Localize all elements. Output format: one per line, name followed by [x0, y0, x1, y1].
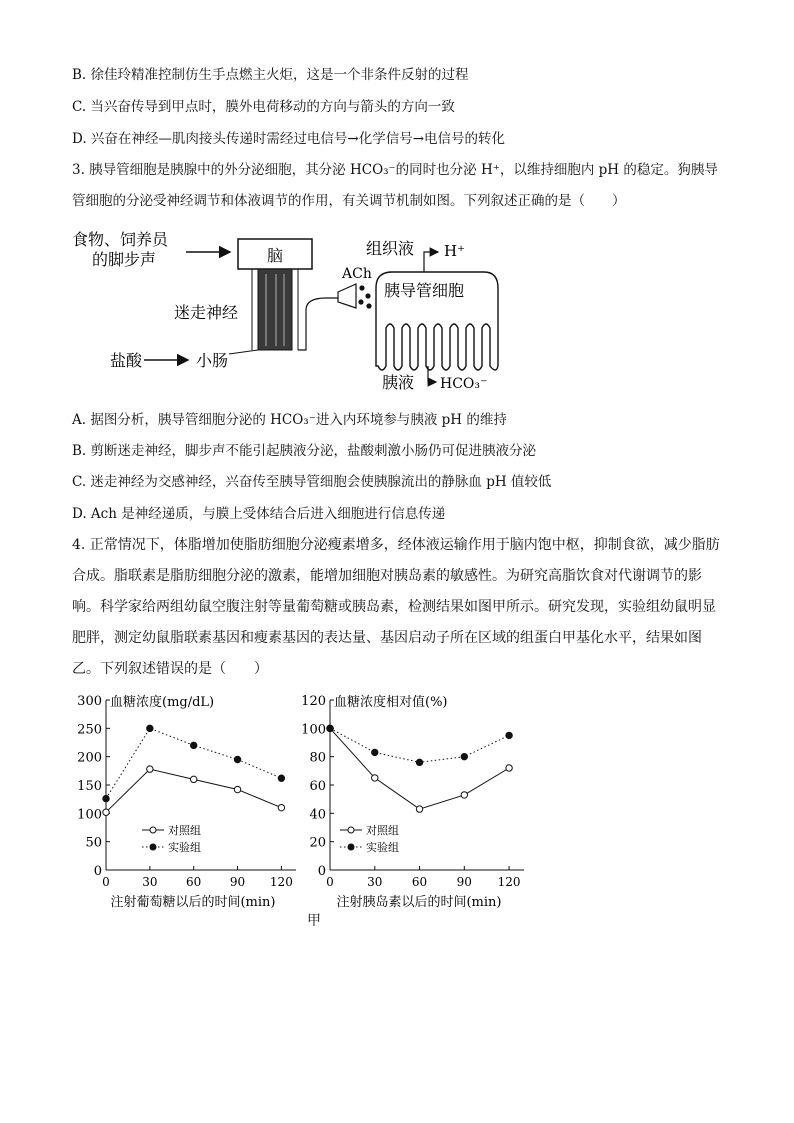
- acid-label: 盐酸: [110, 351, 143, 370]
- c2-series-1-point-1: [372, 749, 378, 755]
- stimulus-food-label: 食物、饲养员: [72, 230, 169, 249]
- c1-x-tick-label-3: 90: [229, 875, 246, 889]
- c2-x-tick-label-4: 120: [497, 875, 521, 889]
- question-3-stem-1: 3. 胰导管细胞是胰腺中的外分泌细胞，其分泌 HCO₃⁻的同时也分泌 H⁺，以维持细胞内 pH 的稳定。狗胰导: [72, 162, 718, 178]
- c1-x-tick-label-0: 0: [102, 875, 110, 889]
- c1-series-0-point-3: [234, 786, 240, 792]
- question-4-stem-4: 肥胖，测定幼鼠脂联素基因和瘦素基因的表达量、基因启动子所在区域的组蛋白甲基化水平，结果如图: [72, 630, 702, 646]
- vagus-label: 迷走神经: [174, 303, 239, 322]
- stimulus-food-label-2: 的脚步声: [92, 250, 157, 269]
- c1-y-tick-label-5: 250: [77, 722, 102, 738]
- c2-legend-marker-0: [348, 827, 354, 833]
- c1-series-1-point-1: [147, 725, 153, 731]
- c1-series-1-point-0: [103, 795, 109, 801]
- c1-legend-label-1: 实验组: [168, 841, 201, 854]
- c1-series-0-point-4: [278, 804, 284, 810]
- h-ion-arrow: [424, 252, 438, 272]
- c1-series-1-line: [106, 728, 281, 798]
- figure-caption: 甲: [307, 913, 321, 929]
- c2-x-tick-label-3: 90: [456, 875, 472, 889]
- pancreatic-juice-label: 胰液: [382, 373, 415, 392]
- c2-x-tick-label-1: 30: [367, 875, 383, 889]
- c1-x-tick-label-1: 30: [142, 875, 158, 889]
- c2-series-0-point-3: [461, 792, 467, 798]
- c1-series-0-point-1: [147, 766, 153, 772]
- c2-series-0-point-4: [506, 765, 512, 771]
- c1-y-tick-label-3: 150: [77, 779, 102, 794]
- c1-x-tick-label-2: 60: [186, 875, 202, 889]
- option-3c-prev: C. 当兴奋传导到甲点时，膜外电荷移动的方向与箭头的方向一致: [72, 99, 455, 115]
- c2-series-0-line: [330, 728, 509, 809]
- c2-x-tick-label-0: 0: [326, 875, 334, 889]
- c1-series-0-line: [106, 769, 281, 812]
- c1-y-axis-label: 血糖浓度(mg/dL): [110, 695, 215, 710]
- c1-y-tick-label-1: 50: [85, 835, 102, 851]
- option-3d-prev: D. 兴奋在神经—肌肉接头传递时需经过电信号→化学信号→电信号的转化: [72, 131, 506, 147]
- c2-legend-marker-1: [348, 844, 354, 850]
- c1-y-tick-label-0: 0: [93, 864, 102, 879]
- c1-y-tick-label-2: 100: [77, 807, 102, 823]
- nerve-terminal: [338, 284, 356, 308]
- c2-y-tick-label-1: 20: [309, 835, 326, 851]
- question-4-stem-1: 4. 正常情况下，体脂增加使脂肪细胞分泌瘦素增多，经体液运输作用于脑内饱中枢，抑制食欲，减少脂肪: [72, 537, 720, 553]
- brain-label: 脑: [267, 246, 284, 265]
- c2-y-tick-label-3: 60: [309, 779, 326, 794]
- c2-y-tick-label-0: 0: [317, 864, 326, 879]
- c2-series-1-point-0: [327, 725, 333, 731]
- c1-legend-label-0: 对照组: [168, 824, 201, 837]
- c2-legend-label-1: 实验组: [366, 841, 399, 854]
- c1-y-tick-label-6: 300: [77, 694, 102, 709]
- c2-series-1-point-4: [506, 732, 512, 738]
- c2-series-0-point-2: [416, 806, 422, 812]
- c1-y-tick-label-4: 200: [77, 750, 102, 766]
- c1-series-1-point-2: [190, 742, 196, 748]
- h-ion-label: H⁺: [444, 242, 465, 260]
- option-3d: D. Ach 是神经递质，与膜上受体结合后进入细胞进行信息传递: [72, 506, 446, 522]
- c1-x-tick-label-4: 120: [269, 875, 293, 889]
- insulin-tolerance-chart: [296, 684, 532, 910]
- c1-legend-marker-1: [150, 844, 156, 850]
- question-3-stem-2: 管细胞的分泌受神经调节和体液调节的作用，有关调节机制如图。下列叙述正确的是（ ）: [72, 193, 626, 209]
- c2-series-1-point-3: [461, 753, 467, 759]
- c2-legend-label-0: 对照组: [366, 824, 399, 837]
- c2-series-1-line: [330, 728, 509, 762]
- duct-cell-label: 胰导管细胞: [384, 281, 465, 300]
- option-3b-prev: B. 徐佳玲精准控制仿生手点燃主火炬，这是一个非条件反射的过程: [72, 67, 469, 83]
- option-3a: A. 据图分析，胰导管细胞分泌的 HCO₃⁻进入内环境参与胰液 pH 的维持: [72, 412, 507, 428]
- c2-y-tick-label-6: 120: [301, 694, 326, 709]
- c2-x-axis-label: 注射胰岛素以后的时间(min): [336, 895, 502, 910]
- c1-series-1-point-4: [278, 775, 284, 781]
- c2-y-tick-label-2: 40: [309, 807, 326, 823]
- option-3b: B. 剪断迷走神经，脚步声不能引起胰液分泌，盐酸刺激小肠仍可促进胰液分泌: [72, 443, 537, 459]
- c1-legend-marker-0: [150, 827, 156, 833]
- c2-y-tick-label-4: 80: [309, 750, 326, 766]
- c1-x-axis-label: 注射葡萄糖以后的时间(min): [110, 895, 276, 910]
- intestine-label: 小肠: [196, 351, 229, 370]
- c2-series-0-point-1: [372, 775, 378, 781]
- c2-x-tick-label-2: 60: [411, 875, 428, 889]
- tissue-fluid-label: 组织液: [366, 239, 415, 258]
- ach-label: ACh: [342, 266, 372, 282]
- question-4-stem-5: 乙。下列叙述错误的是（ ）: [72, 661, 268, 677]
- question-4-stem-2: 合成。脂联素是脂肪细胞分泌的激素，能增加细胞对胰岛素的敏感性。为研究高脂饮食对代谢调节的影: [72, 568, 702, 584]
- c1-series-1-point-3: [234, 756, 240, 762]
- c1-series-0-point-2: [190, 776, 196, 782]
- question-4-stem-3: 响。科学家给两组幼鼠空腹注射等量葡萄糖或胰岛素，检测结果如图甲所示。研究发现，实验组幼鼠明显: [72, 599, 716, 615]
- c2-y-axis-label: 血糖浓度相对值(%): [334, 695, 448, 710]
- c2-y-tick-label-5: 100: [301, 722, 326, 738]
- c2-series-1-point-2: [416, 759, 422, 765]
- hco3-label: HCO₃⁻: [440, 376, 488, 392]
- option-3c: C. 迷走神经为交感神经，兴奋传至胰导管细胞会使胰腺流出的静脉血 pH 值较低: [72, 474, 552, 490]
- glucose-tolerance-chart: [70, 684, 300, 910]
- c1-series-0-point-0: [103, 809, 109, 815]
- pancreas-regulation-diagram: [70, 226, 510, 398]
